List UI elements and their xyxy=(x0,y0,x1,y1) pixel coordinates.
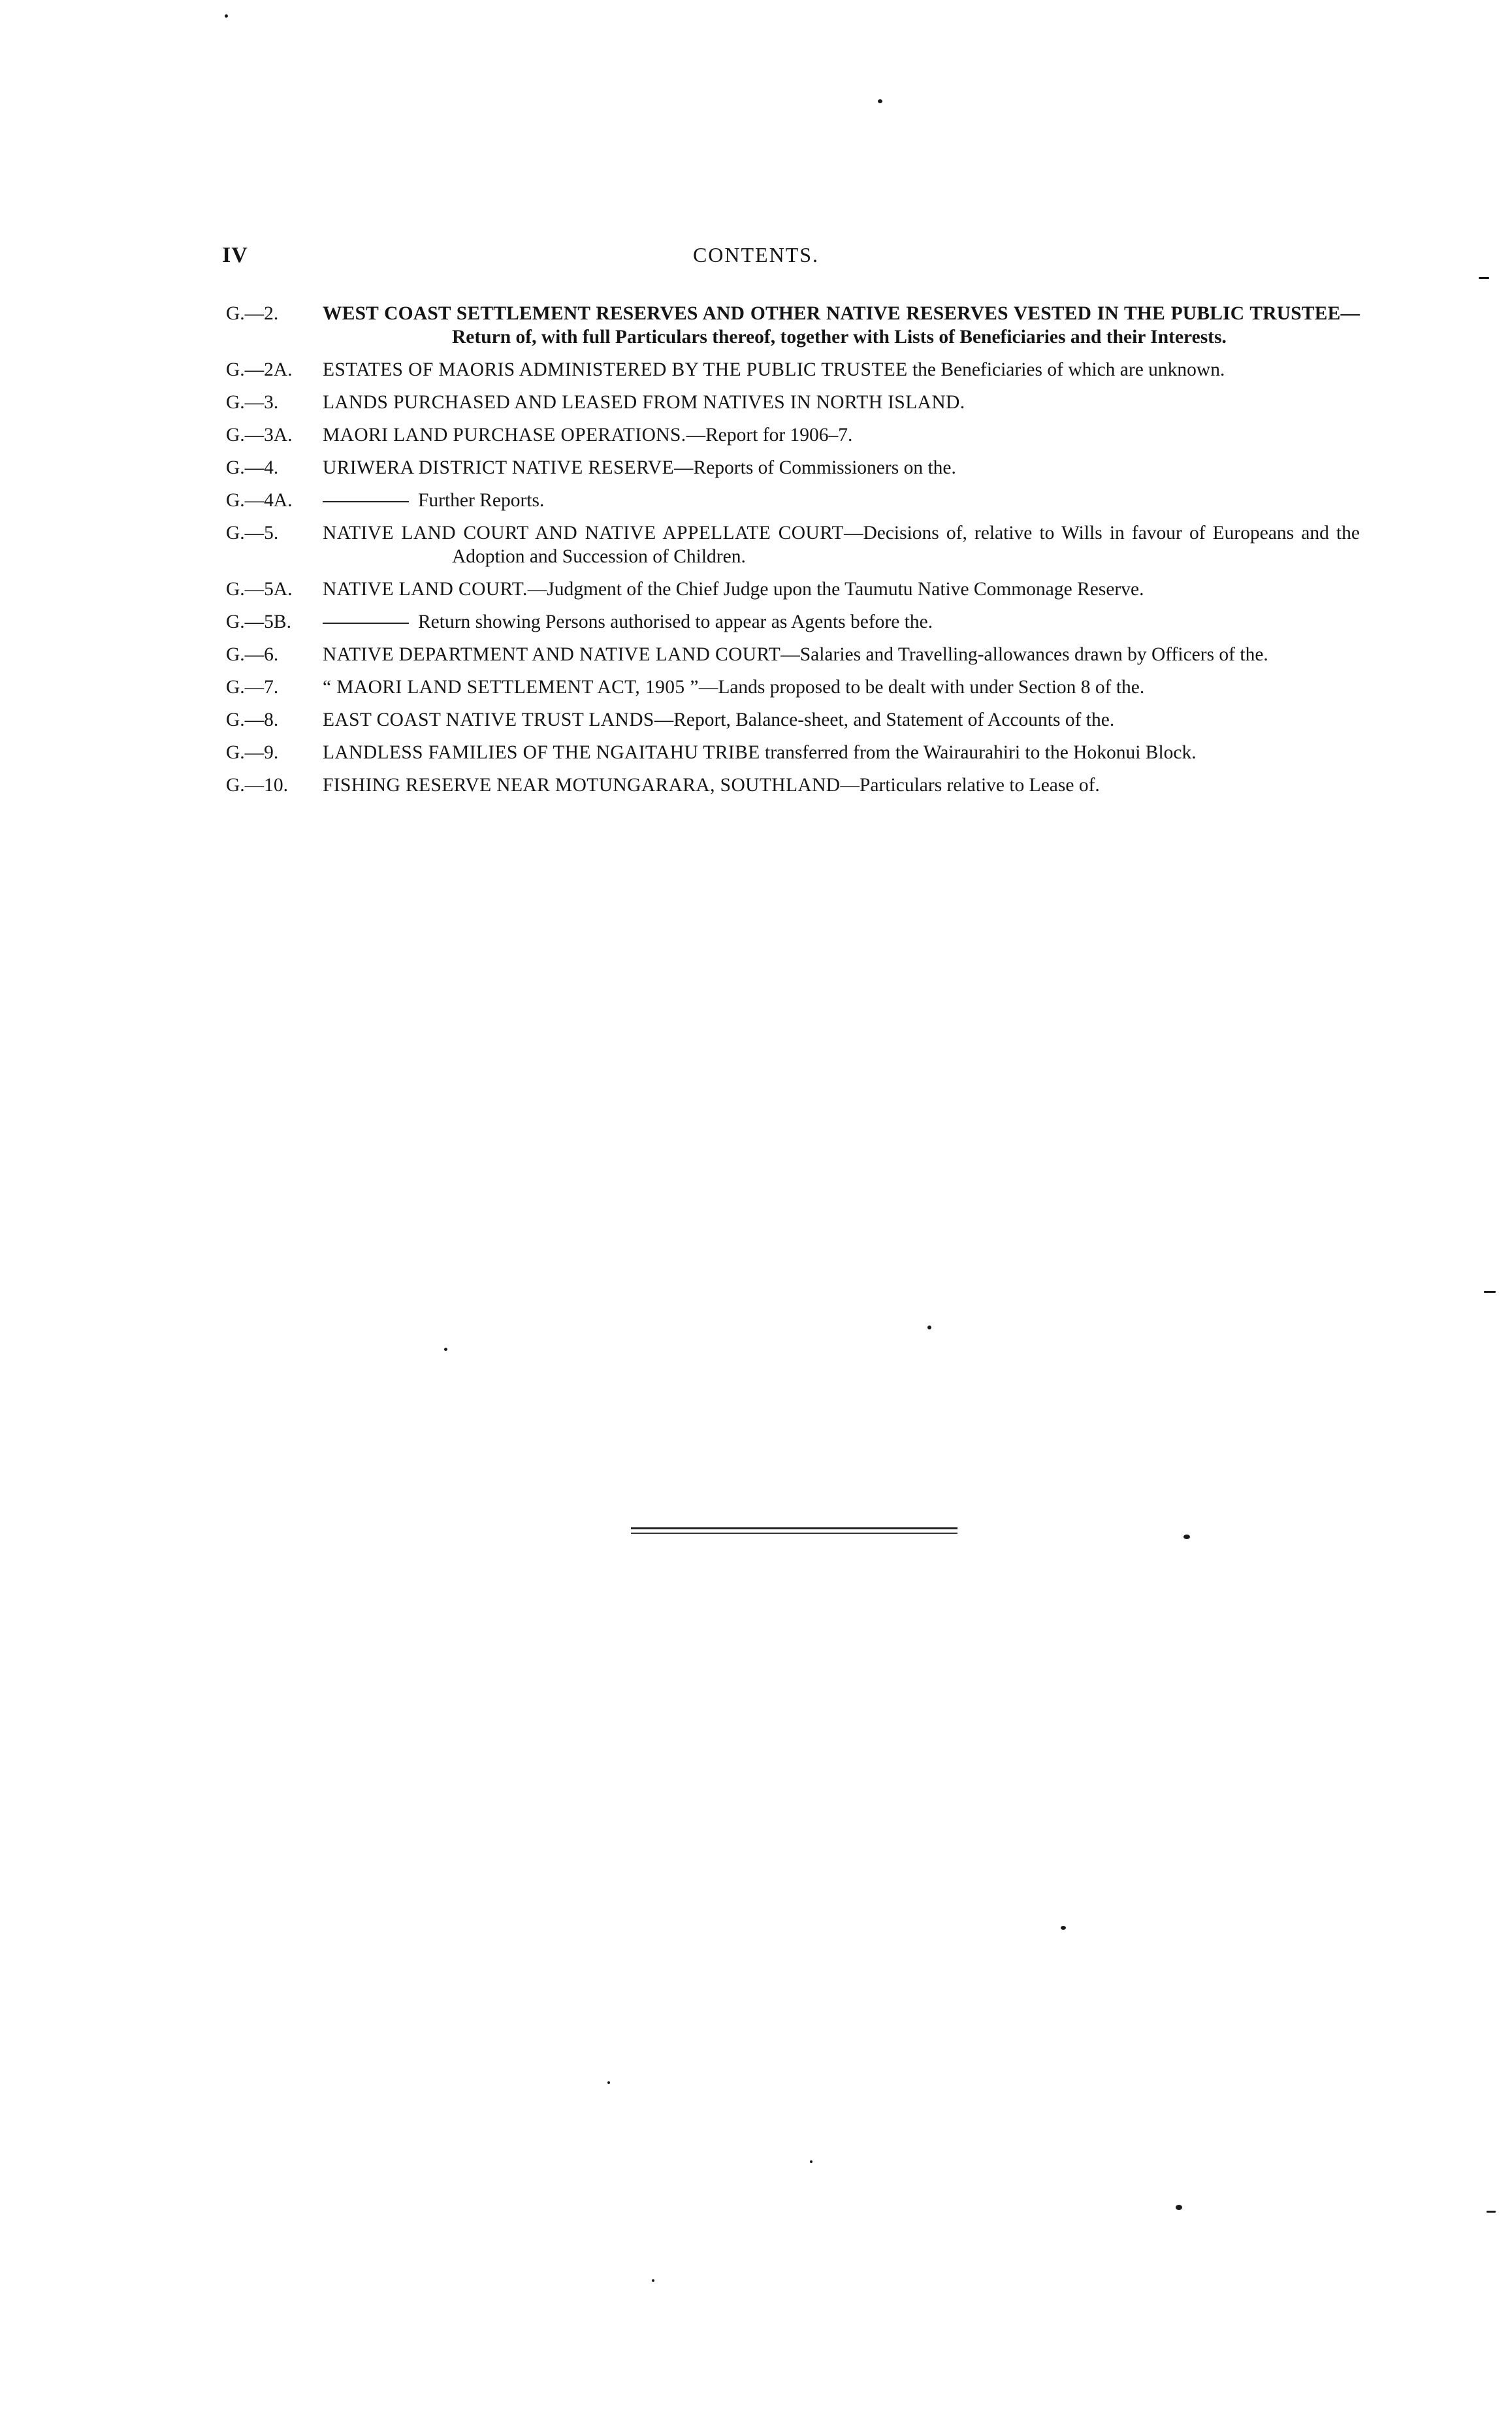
contents-entry xyxy=(226,577,1360,601)
contents-entry xyxy=(226,773,1360,797)
entry-description: Further Reports. xyxy=(418,490,545,511)
scan-speck xyxy=(652,2279,654,2282)
entry-text xyxy=(323,302,1360,349)
page-number: IV xyxy=(222,243,248,267)
contents-entry xyxy=(226,521,1360,568)
entry-title: LANDS PURCHASED AND LEASED FROM NATIVES IN NORTH ISLAND. xyxy=(323,392,965,413)
entry-code: G.—10. xyxy=(226,775,289,796)
entry-code: G.—3. xyxy=(226,392,279,413)
entry-text xyxy=(323,521,1360,568)
entry-text xyxy=(323,456,1360,480)
entry-description: transferred from the Wairaurahiri to the Hokonui Block. xyxy=(760,742,1197,763)
entry-description: the Beneficiaries of which are unknown. xyxy=(907,359,1225,380)
entry-text xyxy=(323,675,1360,699)
scan-speck xyxy=(810,2160,812,2163)
scan-speck xyxy=(1176,2205,1182,2210)
scan-speck xyxy=(927,1325,931,1329)
contents-entry xyxy=(226,489,1360,512)
entry-text xyxy=(323,489,1360,512)
entry-code: G.—2A. xyxy=(226,359,293,380)
entry-description: —Report, Balance-sheet, and Statement of Accounts of the. xyxy=(654,709,1115,730)
contents-entry xyxy=(226,708,1360,732)
scan-speck xyxy=(444,1348,447,1351)
scan-speck xyxy=(1061,1926,1066,1930)
entry-title: WEST COAST SETTLEMENT RESERVES AND OTHER NATIVE RESERVES VESTED IN THE PUBLIC TRUSTEE xyxy=(323,303,1341,324)
closing-double-rule xyxy=(631,1527,957,1534)
entry-text xyxy=(323,423,1360,447)
entry-description: —Particulars relative to Lease of. xyxy=(840,775,1100,796)
scan-speck xyxy=(1487,2211,1496,2213)
entry-title: URIWERA DISTRICT NATIVE RESERVE xyxy=(323,457,675,478)
rule-line xyxy=(631,1533,957,1534)
entry-text xyxy=(323,358,1360,382)
page-title: CONTENTS. xyxy=(692,243,820,267)
entry-title: NATIVE LAND COURT AND NATIVE APPELLATE COURT xyxy=(323,523,844,544)
contents-entry xyxy=(226,358,1360,382)
entry-text xyxy=(323,708,1360,732)
entry-code: G.—5A. xyxy=(226,579,293,600)
entry-title: MAORI LAND PURCHASE OPERATIONS. xyxy=(323,425,686,446)
entry-code: G.—5. xyxy=(226,523,279,544)
contents-entry xyxy=(226,643,1360,666)
entry-text xyxy=(323,643,1360,666)
scan-speck xyxy=(878,99,882,103)
entry-text xyxy=(323,577,1360,601)
entry-description: —Return of, with full Particulars thereof, together with Lists of Beneficiaries and their Interests. xyxy=(452,303,1360,348)
entry-code: G.—2. xyxy=(226,303,279,324)
contents-entry xyxy=(226,391,1360,414)
scan-speck xyxy=(225,14,228,18)
entry-code: G.—7. xyxy=(226,677,279,698)
entry-code: G.—3A. xyxy=(226,425,293,446)
scan-speck xyxy=(1479,277,1489,279)
entry-description: —Salaries and Travelling-allowances drawn by Officers of the. xyxy=(780,644,1268,665)
entry-description: —Report for 1906–7. xyxy=(686,425,853,446)
entry-description: —Reports of Commissioners on the. xyxy=(674,457,956,478)
entry-code: G.—4. xyxy=(226,457,279,478)
entry-description: —Decisions of, relative to Wills in favour of Europeans and the Adoption and Succession of Children. xyxy=(452,523,1360,567)
entry-code: G.—6. xyxy=(226,644,279,665)
contents-entry xyxy=(226,456,1360,480)
entry-description: —Judgment of the Chief Judge upon the Taumutu Native Commonage Reserve. xyxy=(527,579,1144,600)
entry-description: Return showing Persons authorised to appear as Agents before the. xyxy=(418,611,933,632)
entry-title: NATIVE DEPARTMENT AND NATIVE LAND COURT xyxy=(323,644,781,665)
scan-speck xyxy=(607,2081,610,2084)
entry-text xyxy=(323,773,1360,797)
entry-title: LANDLESS FAMILIES OF THE NGAITAHU TRIBE xyxy=(323,742,760,763)
entry-code: G.—8. xyxy=(226,709,279,730)
entry-title: “ MAORI LAND SETTLEMENT ACT, 1905 ” xyxy=(323,677,699,698)
ditto-dash xyxy=(323,623,409,624)
scan-speck xyxy=(1183,1535,1190,1539)
entry-title: NATIVE LAND COURT. xyxy=(323,579,528,600)
entry-title: FISHING RESERVE NEAR MOTUNGARARA, SOUTHLAND xyxy=(323,775,841,796)
contents-list xyxy=(226,302,1360,806)
contents-entry xyxy=(226,302,1360,349)
entry-title: ESTATES OF MAORIS ADMINISTERED BY THE PUBLIC TRUSTEE xyxy=(323,359,908,380)
contents-entry xyxy=(226,741,1360,764)
rule-line xyxy=(631,1527,957,1529)
contents-entry xyxy=(226,610,1360,634)
entry-text xyxy=(323,610,1360,634)
ditto-dash xyxy=(323,501,409,502)
contents-entry xyxy=(226,675,1360,699)
entry-text xyxy=(323,391,1360,414)
entry-code: G.—5B. xyxy=(226,611,291,632)
entry-code: G.—9. xyxy=(226,742,279,763)
contents-entry xyxy=(226,423,1360,447)
entry-description: —Lands proposed to be dealt with under Section 8 of the. xyxy=(698,677,1145,698)
scan-speck xyxy=(1484,1291,1496,1293)
entry-code: G.—4A. xyxy=(226,490,293,511)
entry-title: EAST COAST NATIVE TRUST LANDS xyxy=(323,709,654,730)
entry-text xyxy=(323,741,1360,764)
